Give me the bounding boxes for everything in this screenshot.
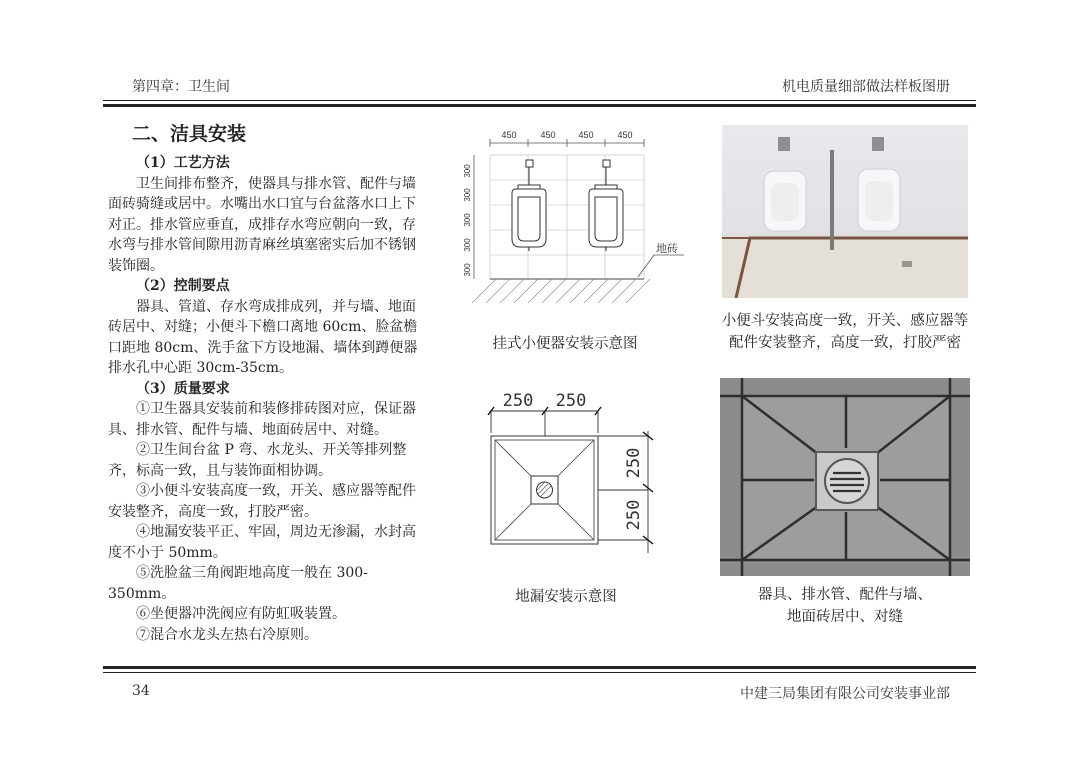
paragraph: 卫生间排布整齐，使器具与排水管、配件与墙面砖骑缝或居中。水嘴出水口宜与台盆落水口上下对正。排水管应垂直，成排存水弯应朝向一致，存水弯与排水管间隙用沥青麻丝填塞密实后加不锈钢装饰圈。 — [108, 175, 416, 274]
dim-label: 300 — [463, 238, 472, 252]
dim-label: 450 — [540, 130, 556, 140]
footer-rule-thin — [103, 672, 976, 673]
quality-item: ①卫生器具安装前和装修排砖图对应，保证器具、排水管、配件与墙、地面砖居中、对缝。 — [108, 401, 416, 438]
footer-company: 中建三局集团有限公司安装事业部 — [740, 686, 950, 702]
dim-label: 450 — [501, 130, 517, 140]
floor-drain-photo — [720, 378, 970, 576]
urinal-photo-caption — [705, 310, 985, 354]
urinal-photo — [722, 125, 968, 298]
urinal-installation-diagram — [452, 127, 687, 317]
section-body — [108, 153, 420, 645]
subsection-heading: （3）质量要求 — [136, 380, 230, 397]
quality-item: ②卫生间台盆 P 弯、水龙头、开关等排列整齐，标高一致，且与装饰面相协调。 — [108, 442, 407, 479]
dim-label: 250 — [502, 393, 534, 411]
book-title-header: 机电质量细部做法样板图册 — [782, 79, 950, 95]
subsection-heading: （1）工艺方法 — [136, 155, 230, 171]
drain-photo-caption — [730, 584, 960, 628]
dim-label: 250 — [624, 447, 644, 479]
quality-item: ⑤洗脸盆三角阀距地高度一般在 300-350mm。 — [108, 565, 368, 602]
dim-label: 450 — [617, 130, 633, 140]
subsection-heading: （2）控制要点 — [136, 278, 230, 294]
drain-diagram-caption: 地漏安装示意图 — [515, 589, 617, 605]
caption-line: 地面砖居中、对缝 — [787, 609, 903, 625]
header-rule-thin — [103, 100, 976, 101]
dim-label: 300 — [463, 164, 472, 178]
quality-item: ④地漏安装平正、牢固，周边无渗漏，水封高度不小于 50mm。 — [108, 524, 416, 561]
paragraph: 器具、管道、存水弯成排成列，并与墙、地面砖居中、对缝；小便斗下檐口离地 60cm、脸盆檐口距地 80cm、洗手盆下方设地漏、墙体到蹲便器排水孔中心距 30cm-35cm。 — [108, 298, 418, 376]
dim-label: 300 — [463, 263, 472, 277]
caption-line: 配件安装整齐，高度一致，打胶严密 — [729, 335, 961, 351]
page-number: 34 — [132, 683, 150, 699]
dim-label: 300 — [463, 188, 472, 202]
quality-item: ⑦混合水龙头左热右冷原则。 — [136, 626, 318, 643]
floor-tile-label: 地砖 — [656, 242, 678, 255]
dim-label: 250 — [555, 393, 587, 411]
urinal-diagram-caption: 挂式小便器安装示意图 — [492, 336, 638, 352]
dim-label: 300 — [463, 213, 472, 227]
floor-drain-diagram — [476, 393, 686, 568]
footer-rule-thick — [103, 666, 976, 669]
caption-line: 小便斗安装高度一致，开关、感应器等 — [721, 313, 969, 329]
chapter-header: 第四章：卫生间 — [132, 79, 230, 95]
dim-label: 450 — [578, 130, 594, 140]
caption-line: 器具、排水管、配件与墙、 — [758, 587, 932, 603]
quality-item: ③小便斗安装高度一致，开关、感应器等配件安装整齐，高度一致，打胶严密。 — [108, 483, 416, 520]
section-title: 二、洁具安装 — [132, 123, 247, 145]
dim-label: 250 — [624, 499, 644, 531]
header-rule-thick — [103, 104, 976, 107]
quality-item: ⑥坐便器冲洗阀应有防虹吸装置。 — [136, 606, 346, 622]
